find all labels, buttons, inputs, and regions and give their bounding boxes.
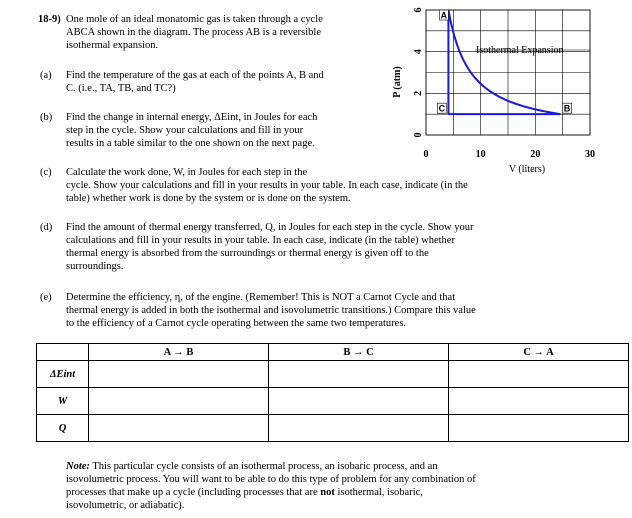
x-tick-label: 10 bbox=[475, 149, 486, 160]
part-b-text bbox=[66, 111, 376, 150]
part-e-line: thermal energy is added in both the isothermal and isovolumetric transitions.) Compare this value bbox=[66, 305, 476, 316]
point-label: A bbox=[440, 10, 448, 21]
row-label-heat: Q bbox=[37, 415, 89, 442]
row-label-work: W bbox=[37, 388, 89, 415]
y-axis-label: P (atm) bbox=[392, 66, 403, 98]
x-axis-label: V (liters) bbox=[508, 164, 546, 175]
y-tick-label: 0 bbox=[413, 132, 424, 138]
note-line: isothermal, isobaric, bbox=[337, 487, 423, 498]
table-cell[interactable] bbox=[89, 415, 269, 442]
part-c-line: cycle. Show your calculations and fill in your results in your table. In each case, indicate (in the bbox=[66, 180, 468, 191]
pv-diagram bbox=[385, 0, 632, 175]
x-tick-label: 20 bbox=[530, 149, 541, 160]
part-e-text bbox=[66, 291, 566, 330]
chart-grid bbox=[426, 10, 590, 135]
part-c-line: table) whether work is done by the system or is done on the system. bbox=[66, 193, 351, 204]
part-b-line: step in the cycle. Show your calculations and fill in your bbox=[66, 125, 304, 136]
table-row bbox=[37, 388, 629, 415]
table-cell[interactable] bbox=[269, 361, 449, 388]
problem-intro bbox=[66, 13, 376, 52]
part-d-line: Find the amount of thermal energy transferred, Q, in Joules for each step in the cycle. Show your bbox=[66, 222, 474, 233]
part-d-label: (d) bbox=[40, 222, 53, 233]
table-row bbox=[37, 361, 629, 388]
table-cell[interactable] bbox=[89, 388, 269, 415]
header-b-to-c: B → C bbox=[269, 344, 449, 361]
part-e-line: Determine the efficiency, η, of the engine. (Remember! This is NOT a Carnot Cycle and that bbox=[66, 292, 456, 303]
note-emphasis: not bbox=[320, 487, 335, 498]
part-d-line: surroundings. bbox=[66, 261, 124, 272]
part-b-line: results in a table similar to the one shown on the next page. bbox=[66, 138, 315, 149]
part-d-line: calculations and fill in your results in your table. In each case, indicate (in the table) whether bbox=[66, 235, 455, 246]
table-cell[interactable] bbox=[449, 415, 629, 442]
results-table bbox=[36, 343, 629, 442]
note-line: This particular cycle consists of an isothermal process, an isobaric process, and an bbox=[92, 461, 438, 472]
intro-line: isothermal expansion. bbox=[66, 40, 159, 51]
point-label: C bbox=[438, 103, 446, 114]
chart-point-labels bbox=[437, 10, 571, 114]
y-tick-label: 4 bbox=[413, 49, 424, 55]
note-line: processes that make up a cycle (including processes that are bbox=[66, 487, 318, 498]
point-label: B bbox=[563, 103, 571, 114]
intro-line: ABCA shown in the diagram. The process AB is a reversible bbox=[66, 27, 321, 38]
part-b-label: (b) bbox=[40, 112, 53, 123]
y-tick-label: 2 bbox=[413, 90, 424, 96]
part-e-label: (e) bbox=[40, 292, 52, 303]
x-tick-label: 0 bbox=[423, 149, 429, 160]
table-row bbox=[37, 415, 629, 442]
part-b-line: Find the change in internal energy, ΔEint, in Joules for each bbox=[66, 112, 318, 123]
header-c-to-a: C → A bbox=[449, 344, 629, 361]
table-header-row bbox=[37, 344, 629, 361]
table-cell[interactable] bbox=[449, 361, 629, 388]
y-tick-label: 6 bbox=[413, 7, 424, 13]
header-a-to-b: A → B bbox=[89, 344, 269, 361]
isothermal-annotation: Isothermal Expansion bbox=[476, 45, 564, 56]
part-a-label: (a) bbox=[40, 70, 52, 81]
part-e-line: to the efficiency of a Carnot cycle operating between the same two temperatures. bbox=[66, 318, 407, 329]
part-d-text bbox=[66, 221, 566, 273]
note-line: isovolumetric process. You will want to be able to do this type of problem for any combination of bbox=[66, 474, 476, 485]
chart-ticks bbox=[413, 8, 595, 161]
table-cell[interactable] bbox=[269, 415, 449, 442]
intro-line: One mole of an ideal monatomic gas is taken through a cycle bbox=[66, 14, 323, 25]
part-a-line: Find the temperature of the gas at each of the points A, B and bbox=[66, 70, 324, 81]
note-block bbox=[66, 460, 546, 512]
part-c-line: Calculate the work done, W, in Joules for each step in the bbox=[66, 167, 308, 178]
row-label-delta-e: ΔEint bbox=[37, 361, 89, 388]
note-prefix: Note: bbox=[66, 461, 90, 472]
table-cell[interactable] bbox=[269, 388, 449, 415]
part-d-line: thermal energy is absorbed from the surroundings or thermal energy is given off to the bbox=[66, 248, 429, 259]
chart-cycle bbox=[448, 10, 590, 114]
part-c-label: (c) bbox=[40, 167, 52, 178]
table-cell[interactable] bbox=[449, 388, 629, 415]
problem-number: 18-9) bbox=[38, 14, 61, 25]
isotherm-a-to-b bbox=[448, 10, 560, 114]
table-cell[interactable] bbox=[89, 361, 269, 388]
part-a-line: C. (i.e., TA, TB, and TC?) bbox=[66, 83, 176, 94]
note-line: isovolumetric, or adiabatic). bbox=[66, 500, 185, 511]
table-corner bbox=[37, 344, 89, 361]
x-tick-label: 30 bbox=[585, 149, 595, 160]
part-a-text bbox=[66, 69, 376, 95]
